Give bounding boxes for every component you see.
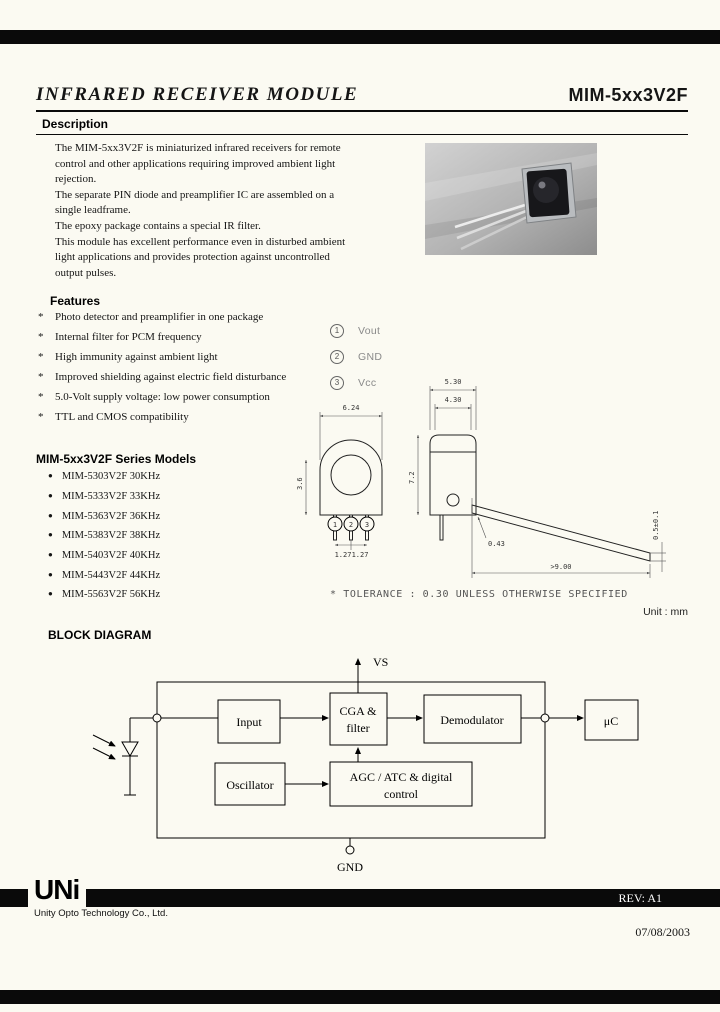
description-paragraph: This module has excellent performance even in disturbed ambient light applications and provides protection against uncontrolled output pulses. <box>55 235 346 279</box>
gnd-label: GND <box>337 860 363 874</box>
node-input <box>153 714 161 722</box>
side-view-hole <box>447 494 459 506</box>
microcontroller-label: μC <box>603 714 619 728</box>
model-item <box>48 526 160 546</box>
date-label: 07/08/2003 <box>635 925 690 939</box>
pin-number-badge: 2 <box>330 350 344 364</box>
side-view-outline <box>430 435 476 515</box>
company-logo <box>28 874 86 908</box>
filter-label: filter <box>346 721 370 735</box>
photo-lens <box>533 177 559 203</box>
pin-row <box>330 344 382 370</box>
dim-lead-length: >9.00 <box>550 563 572 571</box>
lead-profile <box>472 505 650 561</box>
front-view-lens <box>331 455 371 495</box>
description-heading: Description <box>42 117 109 131</box>
feature-text: High immunity against ambient light <box>55 351 218 363</box>
dim-lead-end: 0.5±0.1 <box>652 510 660 540</box>
photodiode-icon <box>122 742 138 756</box>
feature-text: TTL and CMOS compatibility <box>55 411 189 423</box>
pin-circle-number: 3 <box>364 521 370 529</box>
models-heading: MIM-5xx3V2F Series Models <box>36 452 197 466</box>
dim-pitch: 1.27 <box>334 551 352 559</box>
model-text: MIM-5443V2F 44KHz <box>61 569 161 581</box>
cga-filter-block <box>330 693 387 745</box>
oscillator-label: Oscillator <box>226 778 274 792</box>
agc-label-2: control <box>384 787 418 801</box>
model-text: MIM-5403V2F 40KHz <box>61 550 161 562</box>
feature-item <box>38 411 286 431</box>
dim-leader <box>478 517 486 538</box>
photo-lens-glint <box>539 182 546 189</box>
asterisk-bullet: * <box>38 411 44 423</box>
asterisk-bullet: * <box>38 311 44 323</box>
ir-ray-icon <box>93 748 115 759</box>
feature-item <box>38 311 286 331</box>
lead <box>440 515 443 540</box>
dot-bullet: ● <box>48 550 53 560</box>
cga-label: CGA & <box>339 704 377 718</box>
top-rule-bar <box>0 30 720 44</box>
dim-front-width: 6.24 <box>342 404 360 412</box>
company-name: Unity Opto Technology Co., Ltd. <box>34 908 168 919</box>
model-text: MIM-5333V2F 33KHz <box>61 491 161 503</box>
description-text <box>55 141 360 281</box>
product-photo <box>425 143 597 255</box>
pin-number-badge: 1 <box>330 324 344 338</box>
model-item <box>48 585 160 605</box>
model-text: MIM-5303V2F 30KHz <box>61 471 161 483</box>
dot-bullet: ● <box>48 510 53 520</box>
description-paragraph: The MIM-5xx3V2F is miniaturized infrared receivers for remote control and other applications requiring improved ambient light rejection. <box>55 142 341 186</box>
model-item <box>48 467 160 487</box>
asterisk-bullet: * <box>38 371 44 383</box>
pin-label: GND <box>358 351 383 363</box>
ir-ray-icon <box>93 735 115 746</box>
part-number: MIM-5xx3V2F <box>568 85 688 105</box>
feature-item <box>38 351 286 371</box>
dim-side-width-outer: 5.30 <box>444 378 462 386</box>
page-title: INFRARED RECEIVER MODULE <box>36 84 359 105</box>
dim-side-height: 7.2 <box>408 471 416 484</box>
models-list <box>48 467 160 605</box>
feature-text: 5.0-Volt supply voltage: low power consumption <box>55 391 270 403</box>
feature-text: Photo detector and preamplifier in one package <box>55 311 264 323</box>
tolerance-note: * TOLERANCE : 0.30 UNLESS OTHERWISE SPECIFIED <box>330 589 628 600</box>
feature-item <box>38 391 286 411</box>
vs-label: VS <box>373 655 389 669</box>
block-diagram-heading: BLOCK DIAGRAM <box>48 628 152 642</box>
dim-pitch: 1.27 <box>351 551 369 559</box>
dot-bullet: ● <box>48 569 53 579</box>
agc-label: AGC / ATC & digital <box>349 770 453 784</box>
dot-bullet: ● <box>48 530 53 540</box>
demodulator-label: Demodulator <box>440 713 504 727</box>
pin-circle-number: 2 <box>348 521 354 529</box>
logo-text: UNi <box>34 874 80 905</box>
pin-label: Vout <box>358 325 381 337</box>
model-text: MIM-5383V2F 38KHz <box>61 530 161 542</box>
description-paragraph: The epoxy package contains a special IR filter. <box>55 219 261 232</box>
model-item <box>48 546 160 566</box>
asterisk-bullet: * <box>38 391 44 403</box>
revision-label: REV: A1 <box>618 891 662 905</box>
input-label: Input <box>236 715 262 729</box>
model-text: MIM-5363V2F 36KHz <box>61 510 161 522</box>
description-paragraph: The separate PIN diode and preamplifier IC are assembled on a single leadframe. <box>55 188 335 217</box>
feature-text: Internal filter for PCM frequency <box>55 331 202 343</box>
dim-lead-thickness: 0.43 <box>488 540 505 548</box>
node-output <box>541 714 549 722</box>
dot-bullet: ● <box>48 589 53 599</box>
dim-side-width-inner: 4.30 <box>444 396 462 404</box>
model-item <box>48 487 160 507</box>
mechanical-drawing <box>290 372 690 586</box>
dim-front-height: 3.6 <box>296 477 304 490</box>
model-item <box>48 506 160 526</box>
pin-row <box>330 318 382 344</box>
features-heading: Features <box>50 294 101 308</box>
model-text: MIM-5563V2F 56KHz <box>61 589 161 601</box>
block-diagram <box>85 645 660 875</box>
asterisk-bullet: * <box>38 331 44 343</box>
dot-bullet: ● <box>48 471 53 481</box>
features-list <box>38 311 286 431</box>
footer-bar <box>0 889 720 907</box>
feature-item <box>38 331 286 351</box>
model-item <box>48 565 160 585</box>
feature-text: Improved shielding against electric field disturbance <box>55 371 287 383</box>
node-gnd <box>346 846 354 854</box>
front-view-outline <box>320 440 382 515</box>
header-divider <box>36 110 688 112</box>
unit-note: Unit : mm <box>643 606 688 618</box>
feature-item <box>38 371 286 391</box>
pin-label: Vcc <box>358 377 377 389</box>
bottom-rule-bar <box>0 990 720 1004</box>
pin-number-badge: 3 <box>330 376 344 390</box>
dot-bullet: ● <box>48 491 53 501</box>
pin-circle-number: 1 <box>332 521 338 529</box>
asterisk-bullet: * <box>38 351 44 363</box>
description-divider <box>36 134 688 135</box>
